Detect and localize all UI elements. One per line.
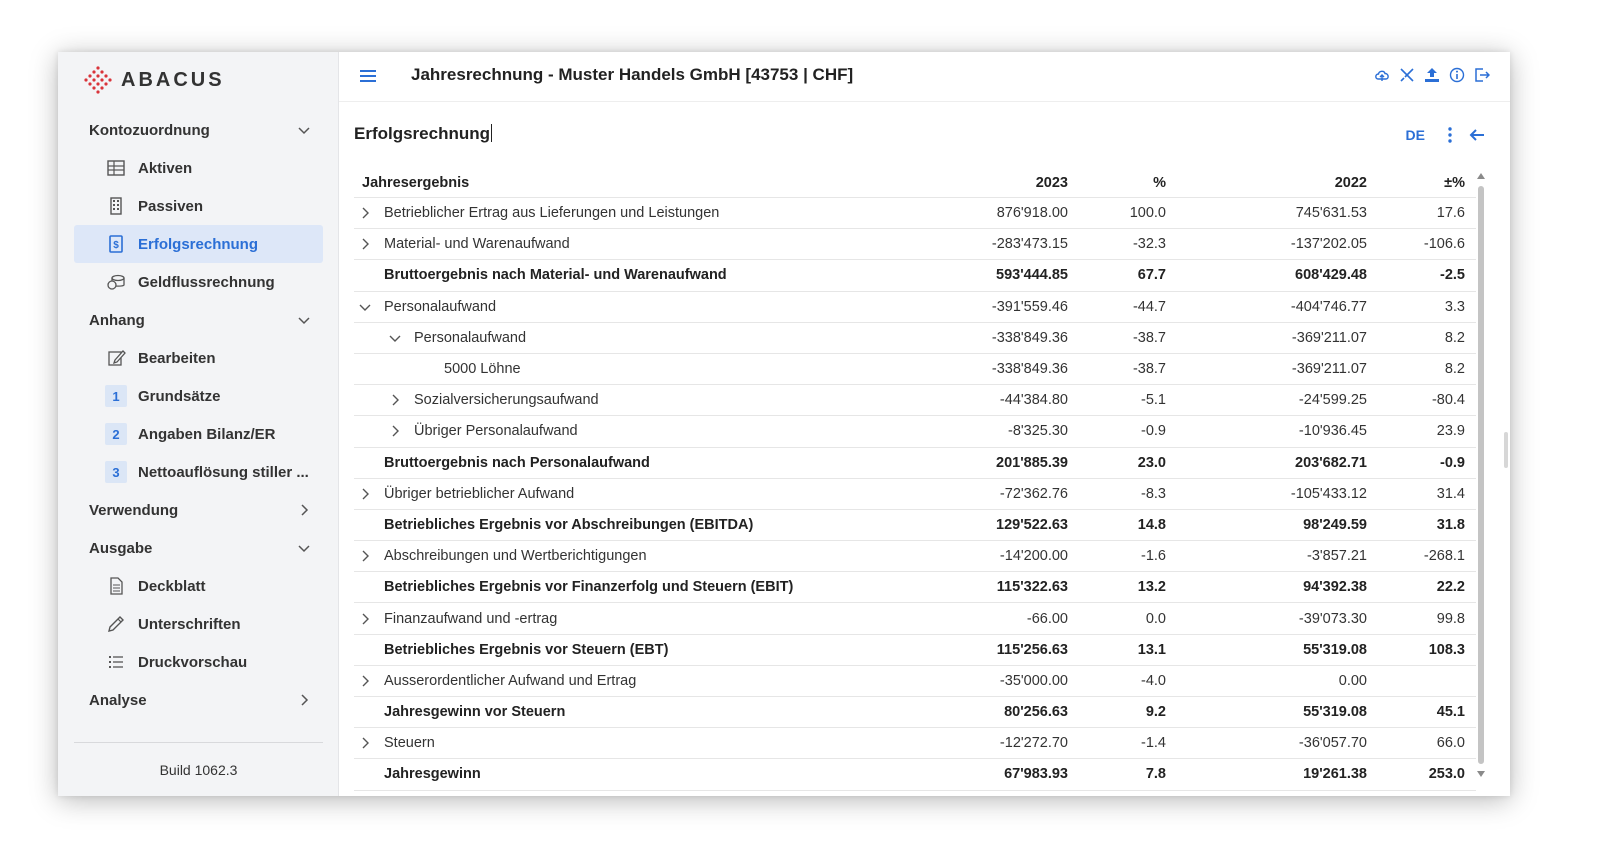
row-label: Personalaufwand — [414, 329, 527, 346]
sidebar-group-anhang[interactable] — [74, 301, 323, 339]
change-percent: 31.8 — [1436, 516, 1465, 533]
sidebar-group-kontozuordnung[interactable] — [74, 111, 323, 149]
value-2022: 55'319.08 — [1303, 704, 1367, 721]
table-row[interactable] — [354, 292, 1476, 323]
value-2023: -14'200.00 — [999, 548, 1068, 565]
row-label: Finanzaufwand und -ertrag — [384, 610, 558, 627]
table-row[interactable] — [354, 416, 1476, 447]
change-percent — [1395, 666, 1465, 696]
sidebar-nav — [74, 111, 323, 719]
chevron-down-icon — [297, 123, 311, 137]
percent-2023: 67.7 — [1137, 267, 1166, 284]
sidebar-item-bearbeiten[interactable] — [74, 339, 323, 377]
sidebar-item-label: Passiven — [138, 197, 204, 215]
table-row — [354, 635, 1476, 666]
value-2023: -391'559.46 — [991, 298, 1068, 315]
table-row[interactable] — [354, 323, 1476, 354]
sidebar-item-nettoaufloesung[interactable] — [74, 453, 323, 491]
sidebar-item-label: Deckblatt — [138, 577, 206, 595]
row-label: 5000 Löhne — [444, 361, 521, 378]
chevron-right-icon[interactable] — [359, 666, 379, 696]
row-label: Betrieblicher Ertrag aus Lieferungen und Leistungen — [384, 205, 720, 222]
column-header-change: ±% — [1444, 174, 1465, 191]
chevron-right-icon[interactable] — [359, 229, 379, 259]
table-row[interactable] — [354, 728, 1476, 759]
table-row[interactable] — [354, 229, 1476, 260]
table-row — [354, 448, 1476, 479]
row-label: Betriebliches Ergebnis vor Abschreibungen (EBITDA) — [384, 516, 754, 533]
sidebar-group-ausgabe[interactable] — [74, 529, 323, 567]
sidebar-item-aktiven[interactable] — [74, 149, 323, 187]
coins-icon — [104, 270, 128, 294]
table-scrollbar[interactable] — [1477, 172, 1485, 778]
change-percent: 45.1 — [1436, 704, 1465, 721]
change-percent: 99.8 — [1436, 610, 1465, 627]
table-body — [354, 198, 1476, 791]
number-badge: 2 — [105, 423, 127, 445]
sidebar-item-geldflussrechnung[interactable] — [74, 263, 323, 301]
percent-2023: 0.0 — [1145, 610, 1166, 627]
row-label: Personalaufwand — [384, 298, 497, 315]
sidebar-item-deckblatt[interactable] — [74, 567, 323, 605]
building-icon — [104, 194, 128, 218]
sidebar-item-passiven[interactable] — [74, 187, 323, 225]
sidebar-item-label: Grundsätze — [138, 387, 221, 405]
table-row — [354, 759, 1476, 790]
sidebar-item-label: Unterschriften — [138, 615, 241, 633]
balance-sheet-icon — [104, 156, 128, 180]
value-2022: -369'211.07 — [1291, 329, 1367, 346]
table-row[interactable] — [354, 385, 1476, 416]
row-label: Übriger Personalaufwand — [414, 423, 578, 440]
sidebar-group-analyse[interactable] — [74, 681, 323, 719]
percent-2023: -32.3 — [1132, 236, 1166, 253]
abacus-logo-icon — [83, 65, 113, 95]
value-2022: 19'261.38 — [1303, 766, 1367, 783]
income-statement-table — [354, 168, 1476, 791]
table-row — [354, 510, 1476, 541]
build-version: Build 1062.3 — [159, 762, 238, 778]
cloud-upload-icon[interactable] — [1374, 67, 1390, 83]
chevron-down-icon[interactable] — [389, 323, 409, 353]
value-2023: 593'444.85 — [996, 267, 1068, 284]
change-percent: -0.9 — [1440, 454, 1465, 471]
chevron-right-icon[interactable] — [359, 728, 379, 758]
value-2022: -36'057.70 — [1298, 735, 1367, 752]
change-percent: -106.6 — [1423, 236, 1465, 253]
toolbar — [1374, 67, 1490, 83]
value-2022: -39'073.30 — [1298, 610, 1367, 627]
table-header — [354, 168, 1476, 198]
table-row[interactable] — [354, 603, 1476, 634]
value-2022: -10'936.45 — [1298, 423, 1367, 440]
sidebar-item-grundsaetze[interactable] — [74, 377, 323, 415]
value-2023: -35'000.00 — [999, 672, 1068, 689]
percent-2023: 100.0 — [1129, 205, 1166, 222]
value-2023: -338'849.36 — [991, 329, 1068, 346]
change-percent: -2.5 — [1440, 267, 1465, 284]
sidebar-item-label: Geldflussrechnung — [138, 273, 275, 291]
number-badge: 1 — [105, 385, 127, 407]
value-2023: 129'522.63 — [996, 516, 1068, 533]
sidebar-group-label: Analyse — [89, 691, 147, 709]
value-2023: 80'256.63 — [1004, 704, 1068, 721]
table-row — [354, 697, 1476, 728]
chevron-right-icon[interactable] — [389, 385, 409, 415]
top-bar — [339, 52, 1510, 102]
value-2023: -338'849.36 — [991, 361, 1068, 378]
chevron-down-icon — [297, 541, 311, 555]
page-scrollbar[interactable] — [1504, 432, 1508, 468]
edit-icon — [104, 346, 128, 370]
row-label: Material- und Warenaufwand — [384, 236, 570, 253]
sidebar-item-label: Nettoauflösung stiller ... — [138, 463, 309, 481]
more-vertical-icon[interactable] — [1442, 126, 1458, 144]
upload-icon[interactable] — [1424, 67, 1440, 83]
value-2022: 203'682.71 — [1295, 454, 1367, 471]
chevron-right-icon — [297, 503, 311, 517]
chevron-right-icon[interactable] — [389, 416, 409, 446]
sidebar-group-label: Ausgabe — [89, 539, 153, 557]
value-2022: -24'599.25 — [1298, 392, 1367, 409]
chevron-right-icon[interactable] — [359, 198, 379, 228]
percent-2023: 14.8 — [1137, 516, 1166, 533]
row-label: Bruttoergebnis nach Material- und Warenaufwand — [384, 267, 727, 284]
chevron-right-icon[interactable] — [359, 603, 379, 633]
change-percent: 108.3 — [1428, 641, 1465, 658]
sidebar-group-label: Anhang — [89, 311, 145, 329]
sidebar-item-angaben[interactable] — [74, 415, 323, 453]
section-title: Erfolgsrechnung — [354, 124, 491, 143]
sidebar-item-erfolgsrechnung[interactable] — [74, 225, 323, 263]
svg-text:$: $ — [113, 240, 119, 251]
value-2023: 67'983.93 — [1004, 766, 1068, 783]
chevron-down-icon[interactable] — [359, 292, 379, 322]
value-2023: 115'256.63 — [996, 641, 1068, 658]
column-header-jahresergebnis: Jahresergebnis — [362, 174, 470, 191]
value-2023: -8'325.30 — [1007, 423, 1068, 440]
table-row — [354, 354, 1476, 385]
row-label: Jahresgewinn — [384, 766, 481, 783]
sidebar — [58, 52, 339, 796]
percent-2023: -1.4 — [1141, 735, 1166, 752]
row-label: Ausserordentlicher Aufwand und Ertrag — [384, 672, 637, 689]
percent-2023: 7.8 — [1145, 766, 1166, 783]
percent-2023: -1.6 — [1141, 548, 1166, 565]
change-percent: 8.2 — [1444, 361, 1465, 378]
value-2022: 745'631.53 — [1295, 205, 1367, 222]
change-percent: 66.0 — [1436, 735, 1465, 752]
list-icon — [104, 650, 128, 674]
number-badge: 3 — [105, 461, 127, 483]
sidebar-item-label: Erfolgsrechnung — [138, 235, 259, 253]
sidebar-item-label: Aktiven — [138, 159, 193, 177]
text-cursor — [491, 124, 492, 142]
table-row[interactable] — [354, 198, 1476, 229]
app-window — [58, 52, 1510, 796]
change-percent: 22.2 — [1436, 579, 1465, 596]
sidebar-group-label: Kontozuordnung — [89, 121, 210, 139]
percent-2023: -0.9 — [1141, 423, 1166, 440]
value-2023: -44'384.80 — [999, 392, 1068, 409]
column-header-2023: 2023 — [1035, 174, 1068, 191]
sidebar-item-label: Angaben Bilanz/ER — [138, 425, 276, 443]
change-percent: 17.6 — [1436, 205, 1465, 222]
chevron-right-icon[interactable] — [359, 541, 379, 571]
value-2022: 55'319.08 — [1303, 641, 1367, 658]
percent-2023: -38.7 — [1132, 361, 1166, 378]
row-label: Jahresgewinn vor Steuern — [384, 704, 566, 721]
row-label: Sozialversicherungsaufwand — [414, 392, 599, 409]
percent-2023: -8.3 — [1141, 485, 1166, 502]
sidebar-item-label: Bearbeiten — [138, 349, 216, 367]
dollar-document-icon — [104, 232, 128, 256]
logo — [83, 64, 225, 96]
row-label: Übriger betrieblicher Aufwand — [384, 485, 575, 502]
pen-icon — [104, 612, 128, 636]
scroll-up-icon[interactable] — [1477, 172, 1485, 180]
tools-icon[interactable] — [1399, 67, 1415, 83]
value-2023: 201'885.39 — [996, 454, 1068, 471]
percent-2023: -4.0 — [1141, 672, 1166, 689]
value-2023: -283'473.15 — [991, 236, 1068, 253]
row-label: Betriebliches Ergebnis vor Finanzerfolg und Steuern (EBIT) — [384, 579, 794, 596]
sidebar-item-label: Druckvorschau — [138, 653, 248, 671]
change-percent: 23.9 — [1436, 423, 1465, 440]
value-2023: -66.00 — [1026, 610, 1068, 627]
chevron-down-icon — [297, 313, 311, 327]
row-label: Bruttoergebnis nach Personalaufwand — [384, 454, 650, 471]
value-2022: 94'392.38 — [1303, 579, 1367, 596]
value-2022: -137'202.05 — [1290, 236, 1367, 253]
arrow-left-icon[interactable] — [1468, 126, 1486, 144]
row-label: Abschreibungen und Wertberichtigungen — [384, 548, 647, 565]
change-percent: 3.3 — [1444, 298, 1465, 315]
column-header-2022: 2022 — [1334, 174, 1367, 191]
sidebar-item-unterschriften[interactable] — [74, 605, 323, 643]
menu-icon[interactable] — [359, 67, 377, 85]
value-2023: 115'322.63 — [996, 579, 1068, 596]
value-2022: -3'857.21 — [1306, 548, 1367, 565]
change-percent: -268.1 — [1423, 548, 1465, 565]
percent-2023: 13.1 — [1137, 641, 1166, 658]
logout-icon[interactable] — [1474, 67, 1490, 83]
sidebar-item-druckvorschau[interactable] — [74, 643, 323, 681]
table-row — [354, 572, 1476, 603]
table-row — [354, 260, 1476, 291]
language-button[interactable]: DE — [1405, 127, 1425, 143]
document-icon — [104, 574, 128, 598]
scroll-down-icon[interactable] — [1477, 770, 1485, 778]
change-percent: 253.0 — [1428, 766, 1465, 783]
scrollbar-thumb[interactable] — [1478, 186, 1484, 764]
main-content — [339, 52, 1510, 796]
value-2023: 876'918.00 — [996, 205, 1068, 222]
column-header-percent: % — [1153, 174, 1166, 191]
chevron-right-icon — [297, 693, 311, 707]
value-2022: 0.00 — [1338, 672, 1367, 689]
change-percent: 31.4 — [1436, 485, 1465, 502]
table-row[interactable] — [354, 541, 1476, 572]
value-2022: 608'429.48 — [1295, 267, 1367, 284]
table-row[interactable] — [354, 479, 1476, 510]
percent-2023: 9.2 — [1145, 704, 1166, 721]
page-title: Jahresrechnung - Muster Handels GmbH [43753 | CHF] — [411, 65, 854, 84]
row-label: Steuern — [384, 735, 435, 752]
value-2023: -12'272.70 — [999, 735, 1068, 752]
value-2022: 98'249.59 — [1303, 516, 1367, 533]
value-2022: -369'211.07 — [1291, 361, 1367, 378]
value-2022: -105'433.12 — [1290, 485, 1367, 502]
value-2023: -72'362.76 — [999, 485, 1068, 502]
percent-2023: 13.2 — [1137, 579, 1166, 596]
sidebar-group-label: Verwendung — [89, 501, 179, 519]
info-icon[interactable] — [1449, 67, 1465, 83]
sidebar-divider — [74, 742, 323, 743]
sidebar-group-verwendung[interactable] — [74, 491, 323, 529]
percent-2023: -44.7 — [1132, 298, 1166, 315]
chevron-right-icon[interactable] — [359, 479, 379, 509]
percent-2023: -38.7 — [1132, 329, 1166, 346]
percent-2023: -5.1 — [1141, 392, 1166, 409]
brand-name: ABACUS — [121, 68, 225, 91]
row-label: Betriebliches Ergebnis vor Steuern (EBT) — [384, 641, 669, 658]
change-percent: 8.2 — [1444, 329, 1465, 346]
percent-2023: 23.0 — [1137, 454, 1166, 471]
value-2022: -404'746.77 — [1290, 298, 1367, 315]
table-row[interactable] — [354, 666, 1476, 697]
change-percent: -80.4 — [1431, 392, 1465, 409]
